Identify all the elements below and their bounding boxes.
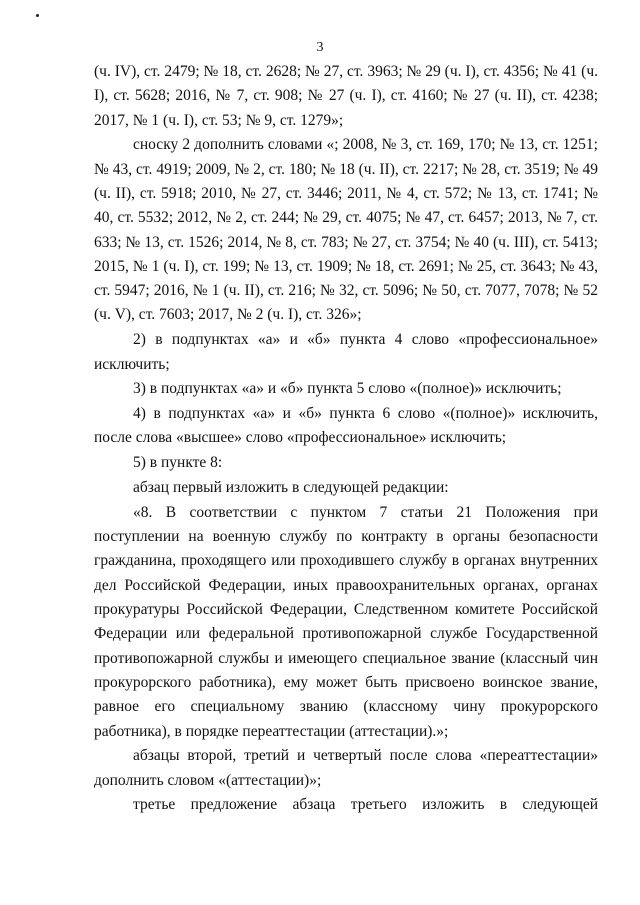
paragraph-first-abzac: абзац первый изложить в следующей редакции:	[133, 479, 449, 497]
document-body	[94, 60, 598, 818]
paragraph-item-2: 2) в подпунктах «а» и «б» пункта 4 слово «профессиональное» исключить;	[94, 331, 598, 373]
scan-mark	[36, 14, 39, 17]
paragraph-footnote-addition: сноску 2 дополнить словами «; 2008, № 3, ст. 169, 170; № 13, ст. 1251; № 43, ст. 4919; 2009, № 2, ст. 180; № 18 (ч. II), ст. 2217; № 28, ст. 3519; № 49 (ч. II), ст. 5918; 2010, № 27, ст. 3446; 2011, № 4, ст. 572; № 13, ст. 1741; № 40, ст. 5532; 2012, № 2, ст. 244; № 29, ст. 4075; № 47, ст. 6457; 2013, № 7, ст. 633; № 13, ст. 1526; 2014, № 8, ст. 783; № 27, ст. 3754; № 40 (ч. III), ст. 5413; 2015, № 1 (ч. I), ст. 199; № 13, ст. 1909; № 18, ст. 2691; № 25, ст. 3643; № 43, ст. 5947; 2016, № 1 (ч. II), ст. 216; № 32, ст. 5096; № 50, ст. 7077, 7078; № 52 (ч. V), ст. 7603; 2017, № 2 (ч. I), ст. 326»;	[94, 136, 598, 324]
paragraph-continuation: (ч. IV), ст. 2479; № 18, ст. 2628; № 27, ст. 3963; № 29 (ч. I), ст. 4356; № 41 (ч. I), ст. 5628; 2016, № 7, ст. 908; № 27 (ч. I), ст. 4160; № 27 (ч. II), ст. 4238; 2017, № 1 (ч. I), ст. 53; № 9, ст. 1279»;	[94, 63, 598, 129]
paragraph-item-5: 5) в пункте 8:	[133, 454, 223, 472]
paragraph-new-item-8: «8. В соответствии с пунктом 7 статьи 21 Положения при поступлении на военную службу по контракту в органы безопасности гражданина, проходящего или проходившего службу в органах внутренних дел Российской Федерации, иных правоохранительных органах, органах прокуратуры Российской Федерации, Следственном комитете Российской Федерации или федеральной противопожарной службе Государственной противопожарной службы и имеющего специальное звание (классный чин прокурорского работника), ему может быть присвоено воинское звание, равное его специальному званию (классному чину прокурорского работника), в порядке переаттестации (аттестации).»;	[94, 503, 598, 740]
paragraph-third-sentence: третье предложение абзаца третьего изложить в следующей	[133, 796, 598, 814]
paragraph-abzacs-2-4: абзацы второй, третий и четвертый после слова «переаттестации» дополнить словом «(аттестации)»;	[94, 747, 598, 789]
page-number: 3	[316, 40, 324, 55]
paragraph-item-4: 4) в подпунктах «а» и «б» пункта 6 слово «(полное)» исключить, после слова «высшее» слово «профессиональное» исключить;	[94, 405, 598, 447]
paragraph-item-3: 3) в подпунктах «а» и «б» пункта 5 слово «(полное)» исключить;	[133, 380, 562, 398]
